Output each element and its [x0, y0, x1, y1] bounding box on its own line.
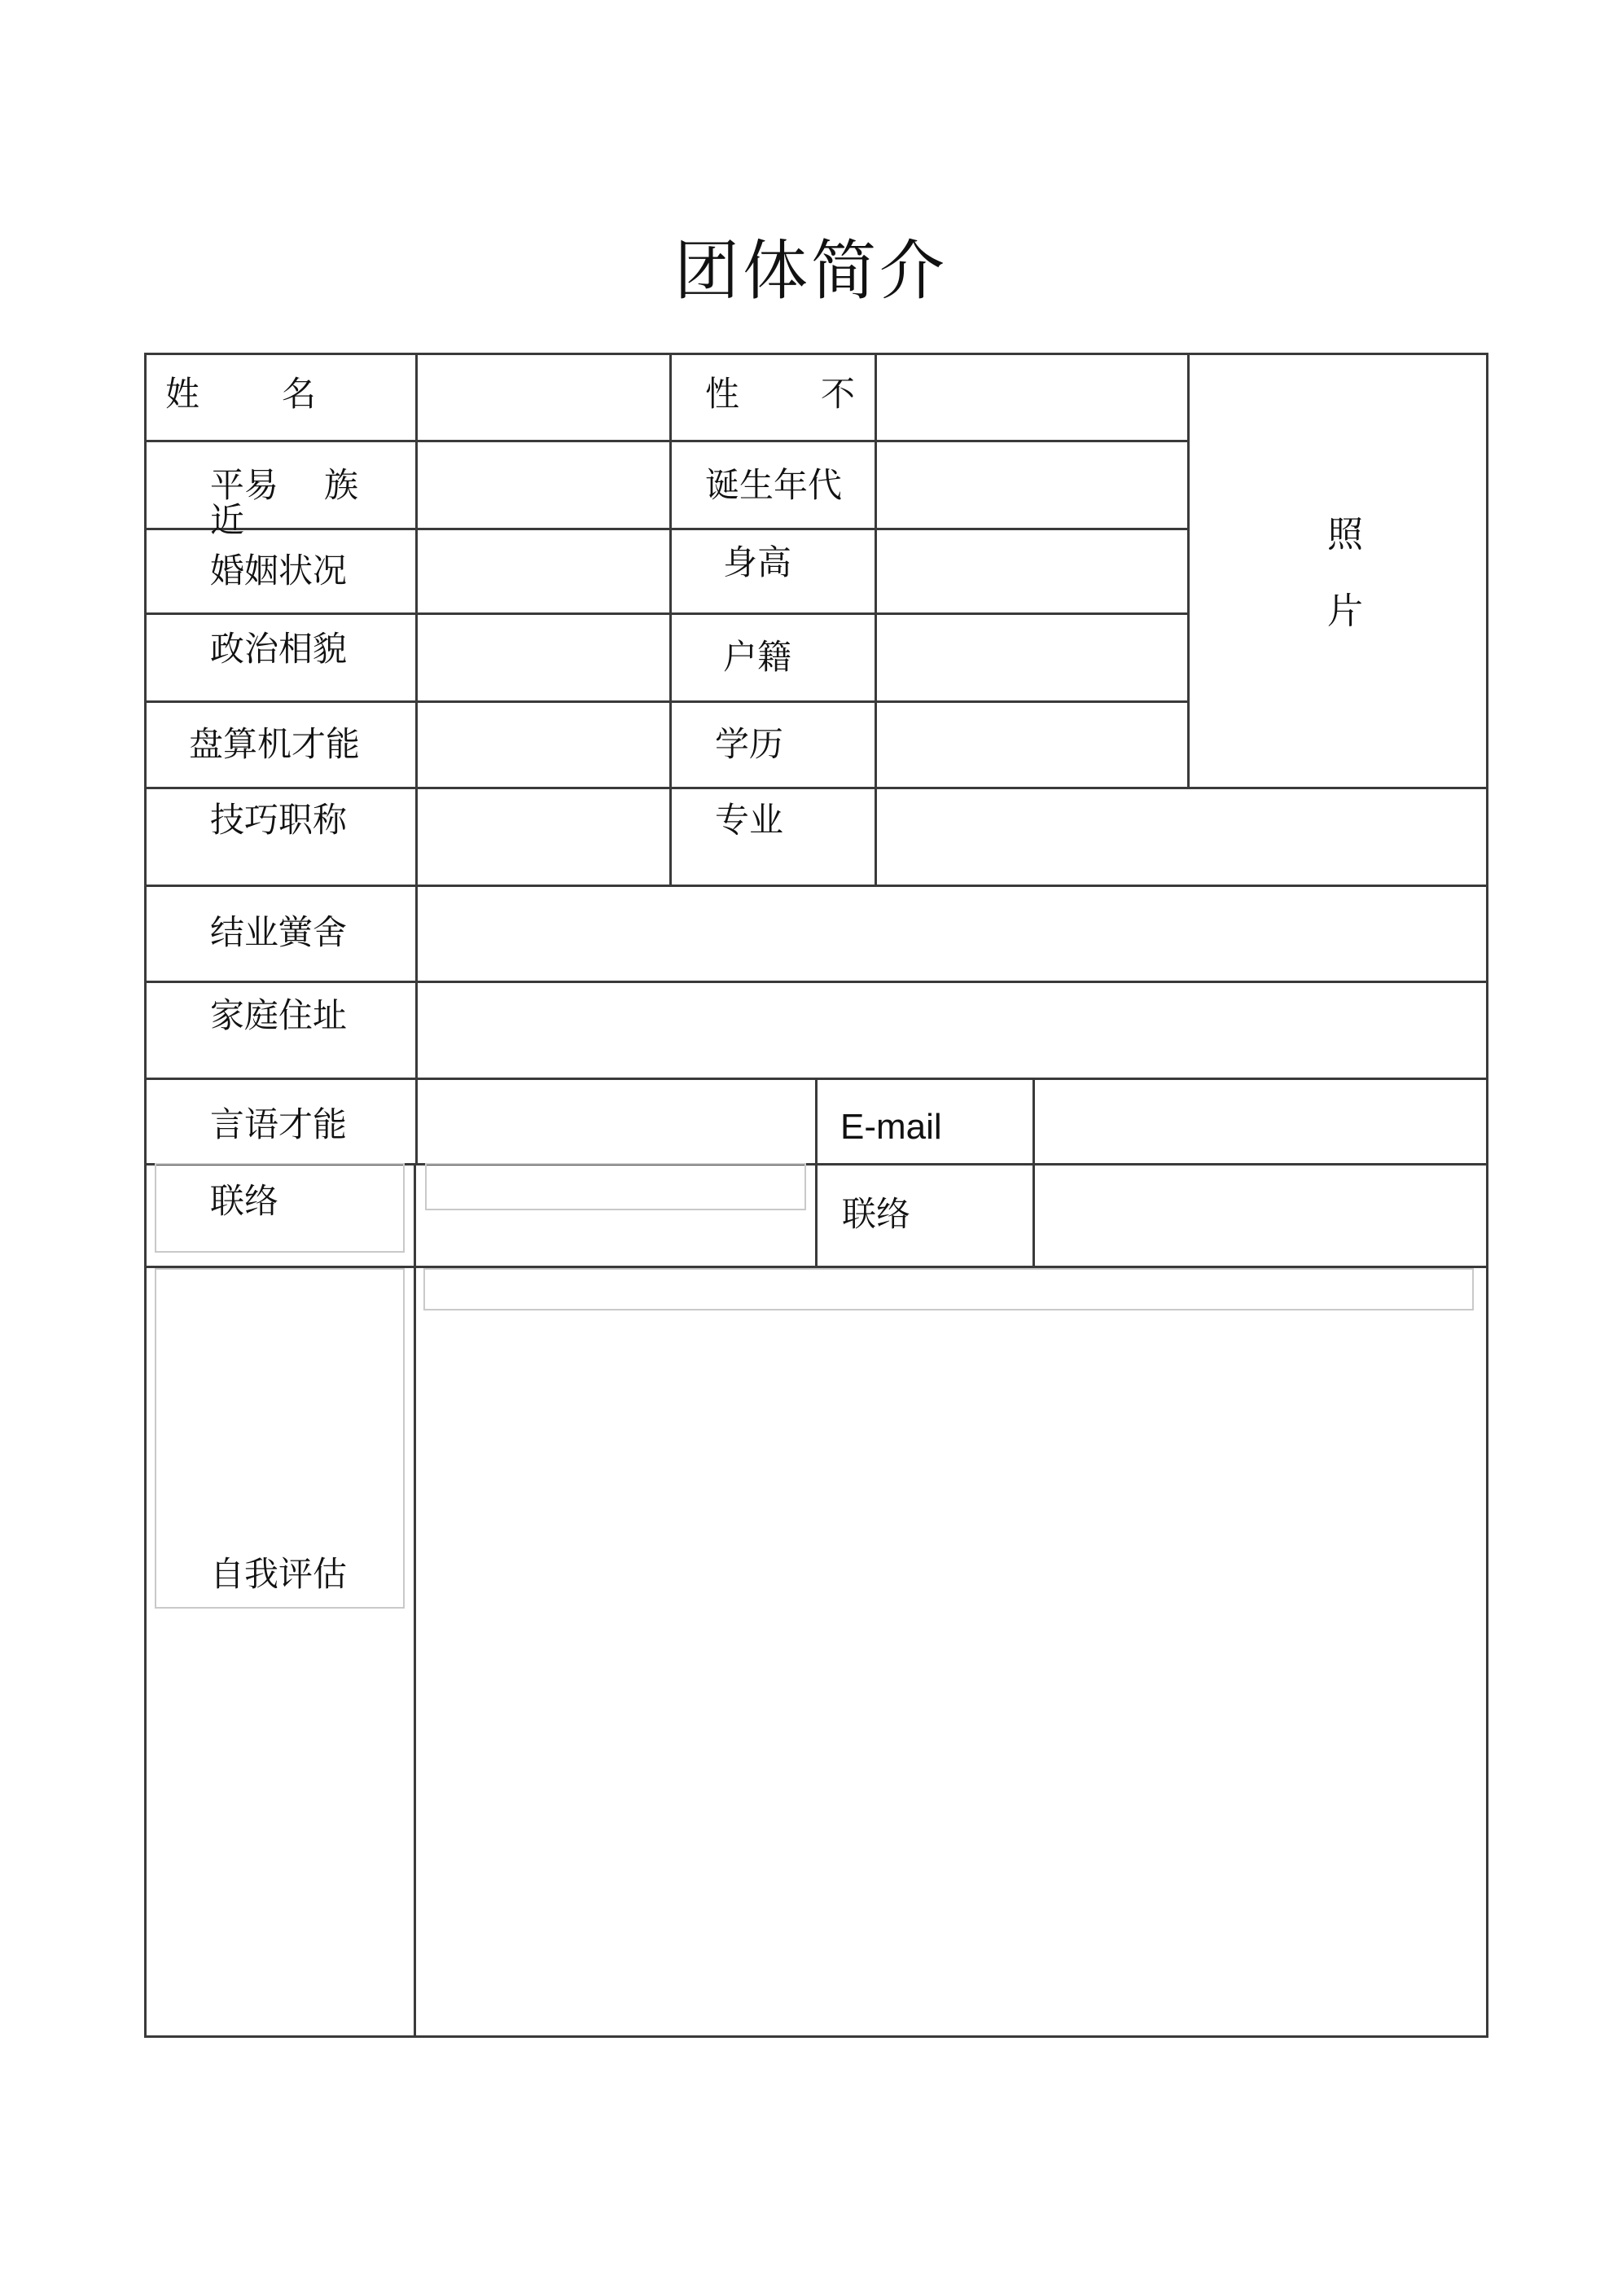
name-label-char2: 名 [282, 374, 317, 414]
gender-label-char1: 性 [705, 374, 740, 414]
row-divider [144, 885, 1488, 887]
row-divider [144, 700, 1189, 703]
graduated-school-label: 结业黉舍 [210, 912, 348, 952]
col-divider [669, 353, 672, 887]
home-address-label: 家庭住址 [210, 995, 348, 1035]
contact-label-2: 联络 [842, 1194, 911, 1234]
education-label: 学历 [715, 724, 784, 764]
contact-field-2[interactable] [1036, 1166, 1485, 1264]
row-divider [144, 440, 1189, 442]
name-field[interactable] [419, 356, 668, 439]
col-divider [815, 1078, 818, 1268]
photo-area[interactable] [1190, 356, 1485, 786]
row-divider [144, 528, 1189, 530]
language-skills-label: 言语才能 [210, 1104, 348, 1144]
row-divider [144, 612, 1189, 615]
graduated-school-field[interactable] [419, 888, 1485, 979]
photo-label-char1: 照 [1327, 514, 1363, 555]
page-title: 团体简介 [674, 233, 948, 309]
self-evaluation-field[interactable] [417, 1269, 1485, 2035]
gender-field[interactable] [878, 356, 1186, 439]
table-border-bottom [144, 2035, 1488, 2038]
table-border-top [144, 353, 1488, 355]
major-field[interactable] [878, 790, 1485, 883]
self-evaluation-label: 自我评估 [210, 1554, 348, 1594]
hukou-field[interactable] [878, 616, 1186, 699]
contact-field[interactable] [419, 1166, 813, 1264]
email-label: E-mail [840, 1107, 942, 1147]
table-border-left [144, 353, 147, 2038]
education-field[interactable] [878, 704, 1186, 785]
name-label-char1: 姓 [165, 374, 200, 414]
col-divider [1032, 1078, 1035, 1268]
computer-skills-label: 盘算机才能 [189, 724, 361, 764]
gender-label-char2: 不 [821, 374, 856, 414]
computer-skills-field[interactable] [419, 704, 668, 785]
marital-status-label: 婚姻状况 [210, 551, 348, 590]
col-divider [1187, 353, 1190, 789]
height-label: 身高 [723, 542, 792, 582]
col-divider [414, 1163, 416, 2038]
photo-label-char2: 片 [1327, 590, 1363, 632]
marital-status-field[interactable] [419, 531, 668, 611]
contact-label-box [155, 1163, 405, 1253]
email-field[interactable] [1036, 1081, 1485, 1161]
birth-date-field[interactable] [878, 443, 1186, 526]
major-label: 专业 [715, 800, 784, 840]
height-field[interactable] [878, 531, 1186, 611]
hukou-label: 户籍 [723, 637, 792, 677]
birth-date-label: 诞生年代 [705, 465, 843, 505]
ethnicity-label-part3: 近 [210, 500, 245, 540]
political-status-label: 政治相貌 [210, 629, 348, 669]
row-divider [144, 787, 1488, 789]
col-divider [415, 353, 418, 1164]
ethnicity-label-part1: 平易 [210, 465, 279, 505]
professional-title-field[interactable] [419, 790, 668, 883]
ethnicity-label-part2: 族 [324, 465, 359, 505]
col-divider [875, 353, 877, 887]
professional-title-label: 技巧职称 [210, 800, 348, 840]
contact-label: 联络 [210, 1181, 279, 1221]
ethnicity-field[interactable] [419, 443, 668, 526]
language-skills-field[interactable] [419, 1081, 813, 1161]
home-address-field[interactable] [419, 984, 1485, 1076]
row-divider [144, 981, 1488, 983]
table-border-right [1486, 353, 1488, 2038]
political-status-field[interactable] [419, 616, 668, 699]
